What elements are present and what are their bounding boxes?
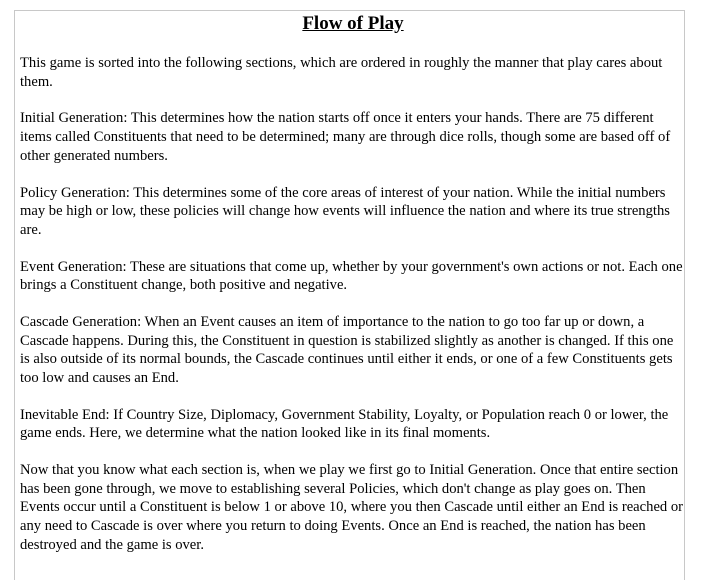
paragraph-initial-generation: Initial Generation: This determines how the nation starts off once it enters your hands. There are 75 different items called Constituents that need to be determined; many are through dice rolls, though some are based off of other generated numbers. [20, 110, 671, 164]
paragraph-intro: This game is sorted into the following sections, which are ordered in roughly the manner that play cares about them. [20, 55, 663, 90]
paragraph-inevitable-end: Inevitable End: If Country Size, Diplomacy, Government Stability, Loyalty, or Population reach 0 or lower, the game ends. Here, we determine what the nation looked like in its final moments. [20, 406, 669, 442]
paragraph-event-generation: Event Generation: These are situations that come up, whether by your government's own actions or not. Each one brings a Constituent change, both positive and negative. [20, 258, 683, 294]
paragraph-summary: Now that you know what each section is, when we play we first go to Initial Generation. Once that entire section has been gone through, we move to establishing several Policies, which don't change as play goes on. Then Events occur until a Constituent is below 1 or above 10, where you then Cascade until either an End is reached or any need to Cascade is over where you return to doing Events. Once an End is reached, the nation has been destroyed and the game is over. [20, 462, 684, 553]
paragraph-policy-generation: Policy Generation: This determines some of the core areas of interest of your nation. While the initial numbers may be high or low, these policies will change how events will influence the nation and where its true strengths are. [20, 184, 670, 238]
page-title: Flow of Play [302, 13, 404, 34]
document-body [20, 12, 686, 573]
paragraph-cascade-generation: Cascade Generation: When an Event causes an item of importance to the nation to go too far up or down, a Cascade happens. During this, the Constituent in question is stabilized slightly as another is changed. If this one is also outside of its normal bounds, the Cascade continues until either it ends, or one of a few Constituents gets too low and causes an End. [20, 314, 674, 386]
